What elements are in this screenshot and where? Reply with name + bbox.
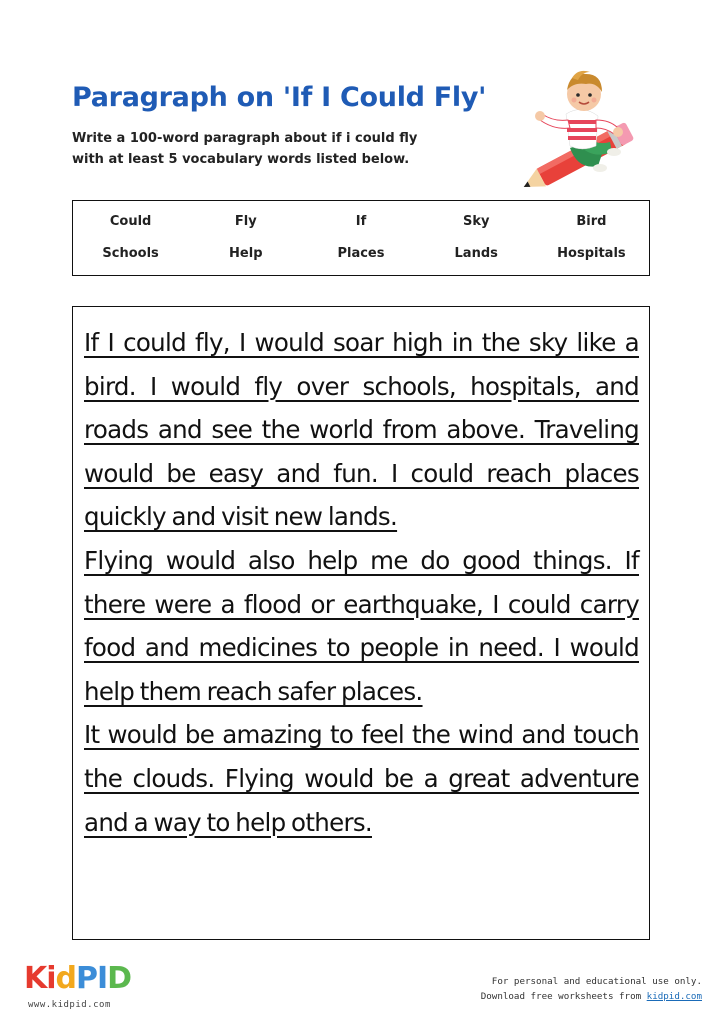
vocabulary-word: Lands (454, 246, 498, 261)
vocabulary-word: Could (109, 214, 152, 229)
worksheet-instructions: Write a 100-word paragraph about if i could fly with at least 5 vocabulary words listed below. (72, 131, 418, 167)
vocabulary-box (72, 200, 650, 276)
vocabulary-grid (73, 213, 649, 263)
footer-line-1: For personal and educational use only. (491, 976, 702, 987)
worksheet-title: Paragraph on 'If I Could Fly' (72, 82, 487, 113)
kidpid-logo: KidPID (24, 961, 132, 996)
vocabulary-word: Help (229, 246, 263, 261)
vocabulary-word: Hospitals (557, 246, 626, 261)
paragraph-box (72, 306, 650, 940)
vocabulary-word: If (355, 214, 367, 229)
footer-note (481, 974, 702, 1004)
vocabulary-word: Schools (102, 246, 159, 261)
vocabulary-word: Fly (234, 214, 257, 229)
vocabulary-word: Places (337, 246, 385, 261)
boy-on-pencil-illustration (512, 64, 652, 192)
paragraph-1: If I could fly, I would soar high in the sky like a bird. I would fly over schools, hospitals, and roads and see the world from above. Traveling would be easy and fun. I could reach places quickly and visit new lands. (84, 328, 639, 532)
logo-url: www.kidpid.com (28, 1000, 111, 1010)
vocabulary-word: Bird (576, 214, 607, 229)
footer-line-2: Download free worksheets from kidpid.com (480, 991, 702, 1002)
paragraph-3: It would be amazing to feel the wind and touch the clouds. Flying would be a great adventure and a way to help others. (84, 720, 639, 837)
vocabulary-word: Sky (462, 214, 490, 229)
footer-link[interactable]: kidpid.com (646, 991, 702, 1002)
paragraph-text (84, 321, 639, 844)
paragraph-2: Flying would also help me do good things. If there were a flood or earthquake, I could carry food and medicines to people in need. I would help them reach safer places. (84, 545, 639, 706)
